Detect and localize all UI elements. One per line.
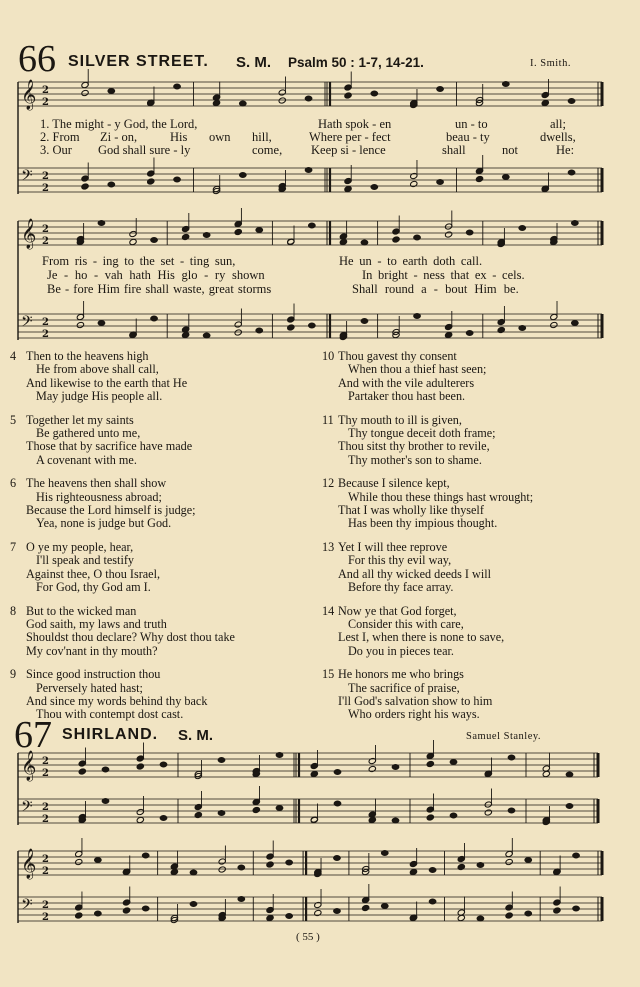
verse-line: God saith, my laws and truth [26,616,167,631]
verse-number: 9 [10,667,17,682]
verse-line: May judge His people all. [36,389,163,404]
page-number: ( 55 ) [296,931,320,943]
svg-text:2: 2 [42,854,49,865]
bass-clef-icon: 𝄢 [21,896,33,917]
hymn-66-composer: I. Smith. [530,58,571,69]
svg-text:2: 2 [42,224,49,235]
svg-text:2: 2 [42,85,49,96]
bass-clef-icon: 𝄢 [21,313,33,334]
hymn-66-lyric-line-4a: From ris - ing to the set - ting sun, [42,254,236,268]
verse-line: Do you in pieces tear. [348,643,454,658]
treble-clef-icon: 𝄞 [21,80,37,110]
hymn-66-lyric-line-3c: come, [252,143,283,157]
svg-text:2: 2 [42,317,49,328]
verse-number: 12 [322,476,335,491]
hymn-66-lyric-line-2h: dwells, [540,130,576,144]
hymn-66-lyric-line-3b: God shall sure - ly [98,143,191,157]
verse-line: And with the vile adulterers [338,375,475,390]
hymn-66-number: 66 [18,38,56,80]
hymn-66-lyric-line-3e: shall [442,143,466,157]
verse-line: Then to the heavens high [26,349,149,363]
hymn-66-lyric-line-3a: 3. Our [40,143,72,157]
verse-line: The sacrifice of praise, [348,680,460,695]
verse-line: For God, thy God am I. [36,580,151,595]
verse-line: Now ye that God forget, [338,603,457,618]
verse-line: Lest I, when there is none to save, [338,630,505,645]
verse-line: Yea, none is judge but God. [36,516,172,531]
verse-line: Yet I will thee reprove [338,539,448,554]
hymn-66-lyric-line-3g: He: [556,143,575,157]
verse-line: That I was wholly like thyself [338,503,484,518]
svg-text:2: 2 [42,802,49,813]
verse-line: I'll speak and testify [36,553,134,568]
verse-line: But to the wicked man [26,603,137,618]
verse-number: 4 [10,349,17,363]
verse-line: He honors me who brings [338,667,464,682]
svg-text:2: 2 [42,900,49,911]
hymn-66-lyric-line-5a: Je - ho - vah hath His glo - ry shown [47,268,265,282]
svg-text:2: 2 [42,97,49,108]
hymn-67-number: 67 [14,714,52,756]
verse-line: When thou a thief hast seen; [348,362,487,377]
verse-line: Thou gavest thy consent [338,349,457,363]
hymn-66-tune-name: SILVER STREET. [68,53,209,70]
verse-number: 15 [322,667,335,682]
verse-line: His righteousness abroad; [36,489,162,504]
hymn-66-lyric-line-2f: Where per - fect [309,130,391,144]
verse-line: And all thy wicked deeds I will [338,566,491,581]
verse-line: Partaker thou hast been. [348,389,466,404]
verse-number: 8 [10,603,17,618]
verse-line: For this thy evil way, [348,553,452,568]
hymn-67-composer: Samuel Stanley. [466,731,542,742]
treble-clef-icon: 𝄞 [21,849,37,879]
hymn-66-lyric-line-6a: Be - fore Him fire shall waste, great storms [47,282,272,296]
verse-line: Consider this with care, [348,616,464,631]
svg-text:2: 2 [42,171,49,182]
verse-line: Has been thy impious thought. [348,516,498,531]
hymn-66-meter: S. M. [236,54,272,71]
hymn-66-lyric-line-3f: not [502,143,518,157]
svg-text:2: 2 [42,756,49,767]
verse-line: A covenant with me. [36,452,137,467]
bass-clef-icon: 𝄢 [21,798,33,819]
verse-line: And likewise to the earth that He [26,375,188,390]
svg-text:2: 2 [42,183,49,194]
hymn-66-lyric-line-1d: all; [550,117,566,131]
verse-line: O ye my people, hear, [26,539,134,554]
verse-line: Thy tongue deceit doth frame; [348,426,496,441]
verse-line: Perversely hated hast; [36,680,143,695]
verse-line: I'll God's salvation show to him [338,693,493,708]
verse-line: Who orders right his ways. [348,707,480,722]
verse-number: 7 [10,539,17,554]
svg-text:2: 2 [42,814,49,825]
verse-line: Thy mouth to ill is given, [338,412,462,427]
verse-line: Thou sitst thy brother to revile, [338,439,490,454]
verse-number: 6 [10,476,17,491]
hymn-67-meter: S. M. [178,727,214,744]
hymn-67-tune-name: SHIRLAND. [62,726,159,743]
hymn-66-lyric-line-1c: un - to [455,117,488,131]
treble-clef-icon: 𝄞 [21,751,37,781]
hymn-66-lyric-line-4b: He un - to earth doth call. [339,254,483,268]
verse-number: 10 [322,349,335,363]
verse-line: Against thee, O thou Israel, [26,566,161,581]
verse-line: He from above shall call, [36,362,159,377]
hymn-66-lyric-line-2e: hill, [252,130,272,144]
hymn-66-lyric-line-5b: In bright - ness that ex - cels. [362,268,525,282]
verse-line: Because the Lord himself is judge; [26,503,196,518]
hymn-66-lyric-line-2a: 2. From [40,130,80,144]
verse-number: 14 [322,603,335,618]
verse-line: The heavens then shall show [26,476,167,491]
hymn-66-lyric-line-2b: Zi - on, [100,130,138,144]
bass-clef-icon: 𝄢 [21,167,33,188]
hymn-66-lyric-line-2c: His [170,130,188,144]
verse-line: Together let my saints [26,412,134,427]
hymn-66-lyric-line-3d: Keep si - lence [311,143,386,157]
hymn-66-lyric-line-2d: own [209,130,231,144]
hymn-66-scripture: Psalm 50 : 1-7, 14-21. [288,55,424,70]
verse-number: 5 [10,412,17,427]
verse-line: While thou these things hast wrought; [348,489,534,504]
verse-number: 13 [322,539,335,554]
verse-line: Those that by sacrifice have made [26,439,193,454]
verse-line: Thy mother's son to shame. [348,452,482,467]
svg-text:2: 2 [42,329,49,340]
verse-line: Thou with contempt dost cast. [36,707,184,722]
hymn-66-lyric-line-2g: beau - ty [446,130,490,144]
verse-line: Since good instruction thou [26,667,161,682]
svg-text:2: 2 [42,912,49,923]
svg-text:2: 2 [42,768,49,779]
treble-clef-icon: 𝄞 [21,219,37,249]
verse-line: Before thy face array. [348,580,454,595]
verse-line: Be gathered unto me, [36,426,141,441]
verse-line: Shouldst thou declare? Why dost thou take [26,630,235,645]
hymn-66-lyric-line-1b: Hath spok - en [318,117,392,131]
hymn-66-lyric-line-1a: 1. The might - y God, the Lord, [40,117,198,131]
hymn-66-lyric-line-6b: Shall round a - bout Him be. [352,282,519,296]
verse-number: 11 [322,412,334,427]
svg-text:2: 2 [42,236,49,247]
verse-line: My cov'nant in thy mouth? [26,643,158,658]
svg-text:2: 2 [42,866,49,877]
verse-line: And since my words behind thy back [26,693,208,708]
verse-line: Because I silence kept, [338,476,450,491]
